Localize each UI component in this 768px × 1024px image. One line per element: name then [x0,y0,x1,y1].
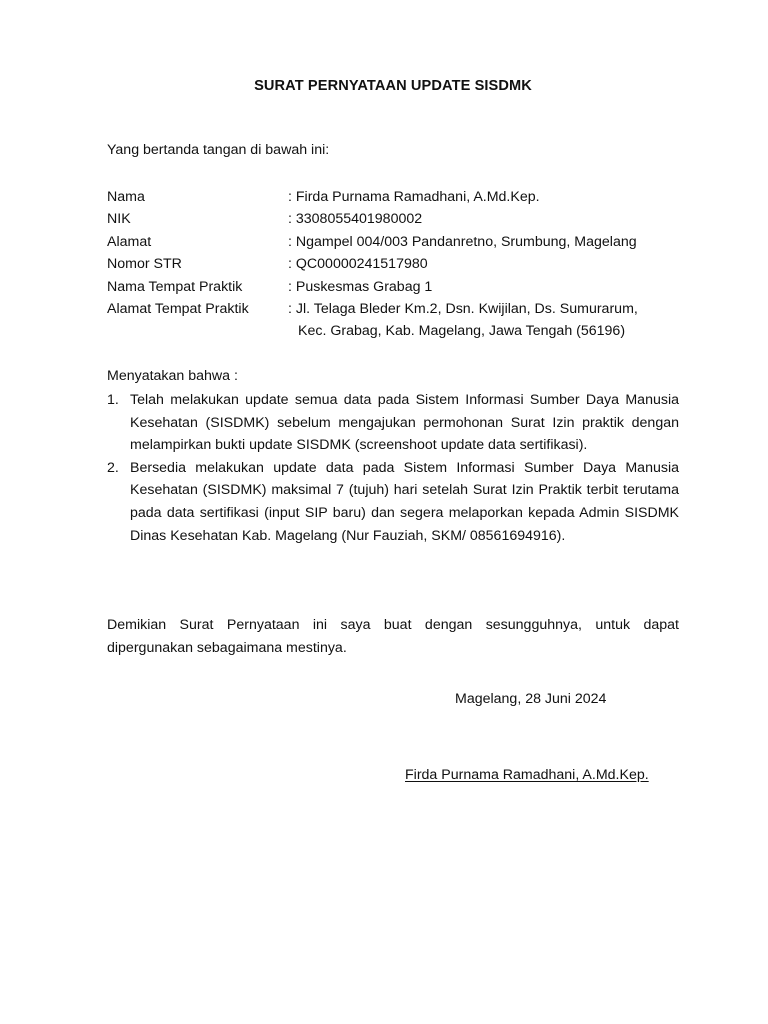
statement-number: 1. [107,392,119,408]
identity-label: Alamat Tempat Praktik [107,301,249,318]
identity-label: Nama [107,189,145,205]
identity-value-continuation: Kec. Grabag, Kab. Magelang, Jawa Tengah (56196) [298,323,626,340]
identity-value: : QC00000241517980 [288,256,428,273]
identity-value: : Puskesmas Grabag 1 [288,278,433,295]
intro-text: Yang bertanda tangan di bawah ini: [107,142,330,158]
identity-value: : Firda Purnama Ramadhani, A.Md.Kep. [288,189,540,205]
statement-item [107,389,679,457]
identity-value: : Jl. Telaga Bleder Km.2, Dsn. Kwijilan, Ds. Sumurarum, Kec. Grabag, Kab. Magelang, Jawa Tengah (56196) [288,298,687,343]
document-title: SURAT PERNYATAAN UPDATE SISDMK [254,78,532,94]
identity-label: NIK [107,211,131,228]
identity-row-alamat-tempat-praktik [107,298,687,343]
closing-paragraph: Demikian Surat Pernyataan ini saya buat dengan sesungguhnya, untuk dapat dipergunakan sebagaimana mestinya. [107,617,679,656]
statement-heading: Menyatakan bahwa : [107,368,238,384]
identity-label: Nomor STR [107,256,182,273]
signer-name: Firda Purnama Ramadhani, A.Md.Kep. [405,767,649,783]
identity-label: Nama Tempat Praktik [107,278,243,295]
identity-value: : Ngampel 004/003 Pandanretno, Srumbung, Magelang [288,233,637,250]
identity-row-nik [107,208,687,230]
statement-list [107,389,679,547]
identity-row-nama-tempat-praktik [107,276,687,298]
place-date: Magelang, 28 Juni 2024 [455,691,607,707]
statement-item [107,457,679,547]
statement-text: Telah melakukan update semua data pada Sistem Informasi Sumber Daya Manusia Kesehatan (SISDMK) sebelum mengajukan permohonan Surat Izin praktik dengan melampirkan bukti update SISDMK (screenshoot update data sertifikasi). [130,392,679,454]
identity-row-nomor-str [107,253,687,275]
identity-value: : 3308055401980002 [288,211,423,228]
statement-text: Bersedia melakukan update data pada Sistem Informasi Sumber Daya Manusia Kesehatan (SISDMK) maksimal 7 (tujuh) hari setelah Surat Izin Praktik terbit terutama pada data sertifikasi (input SIP baru) dan segera melaporkan kepada Admin SISDMK Dinas Kesehatan Kab. Magelang (Nur Fauziah, SKM/ 08561694916). [130,459,679,544]
identity-label: Alamat [107,233,152,250]
identity-row-alamat [107,231,687,253]
identity-row-nama [107,186,687,208]
identity-table [107,186,687,343]
statement-number: 2. [107,459,119,476]
